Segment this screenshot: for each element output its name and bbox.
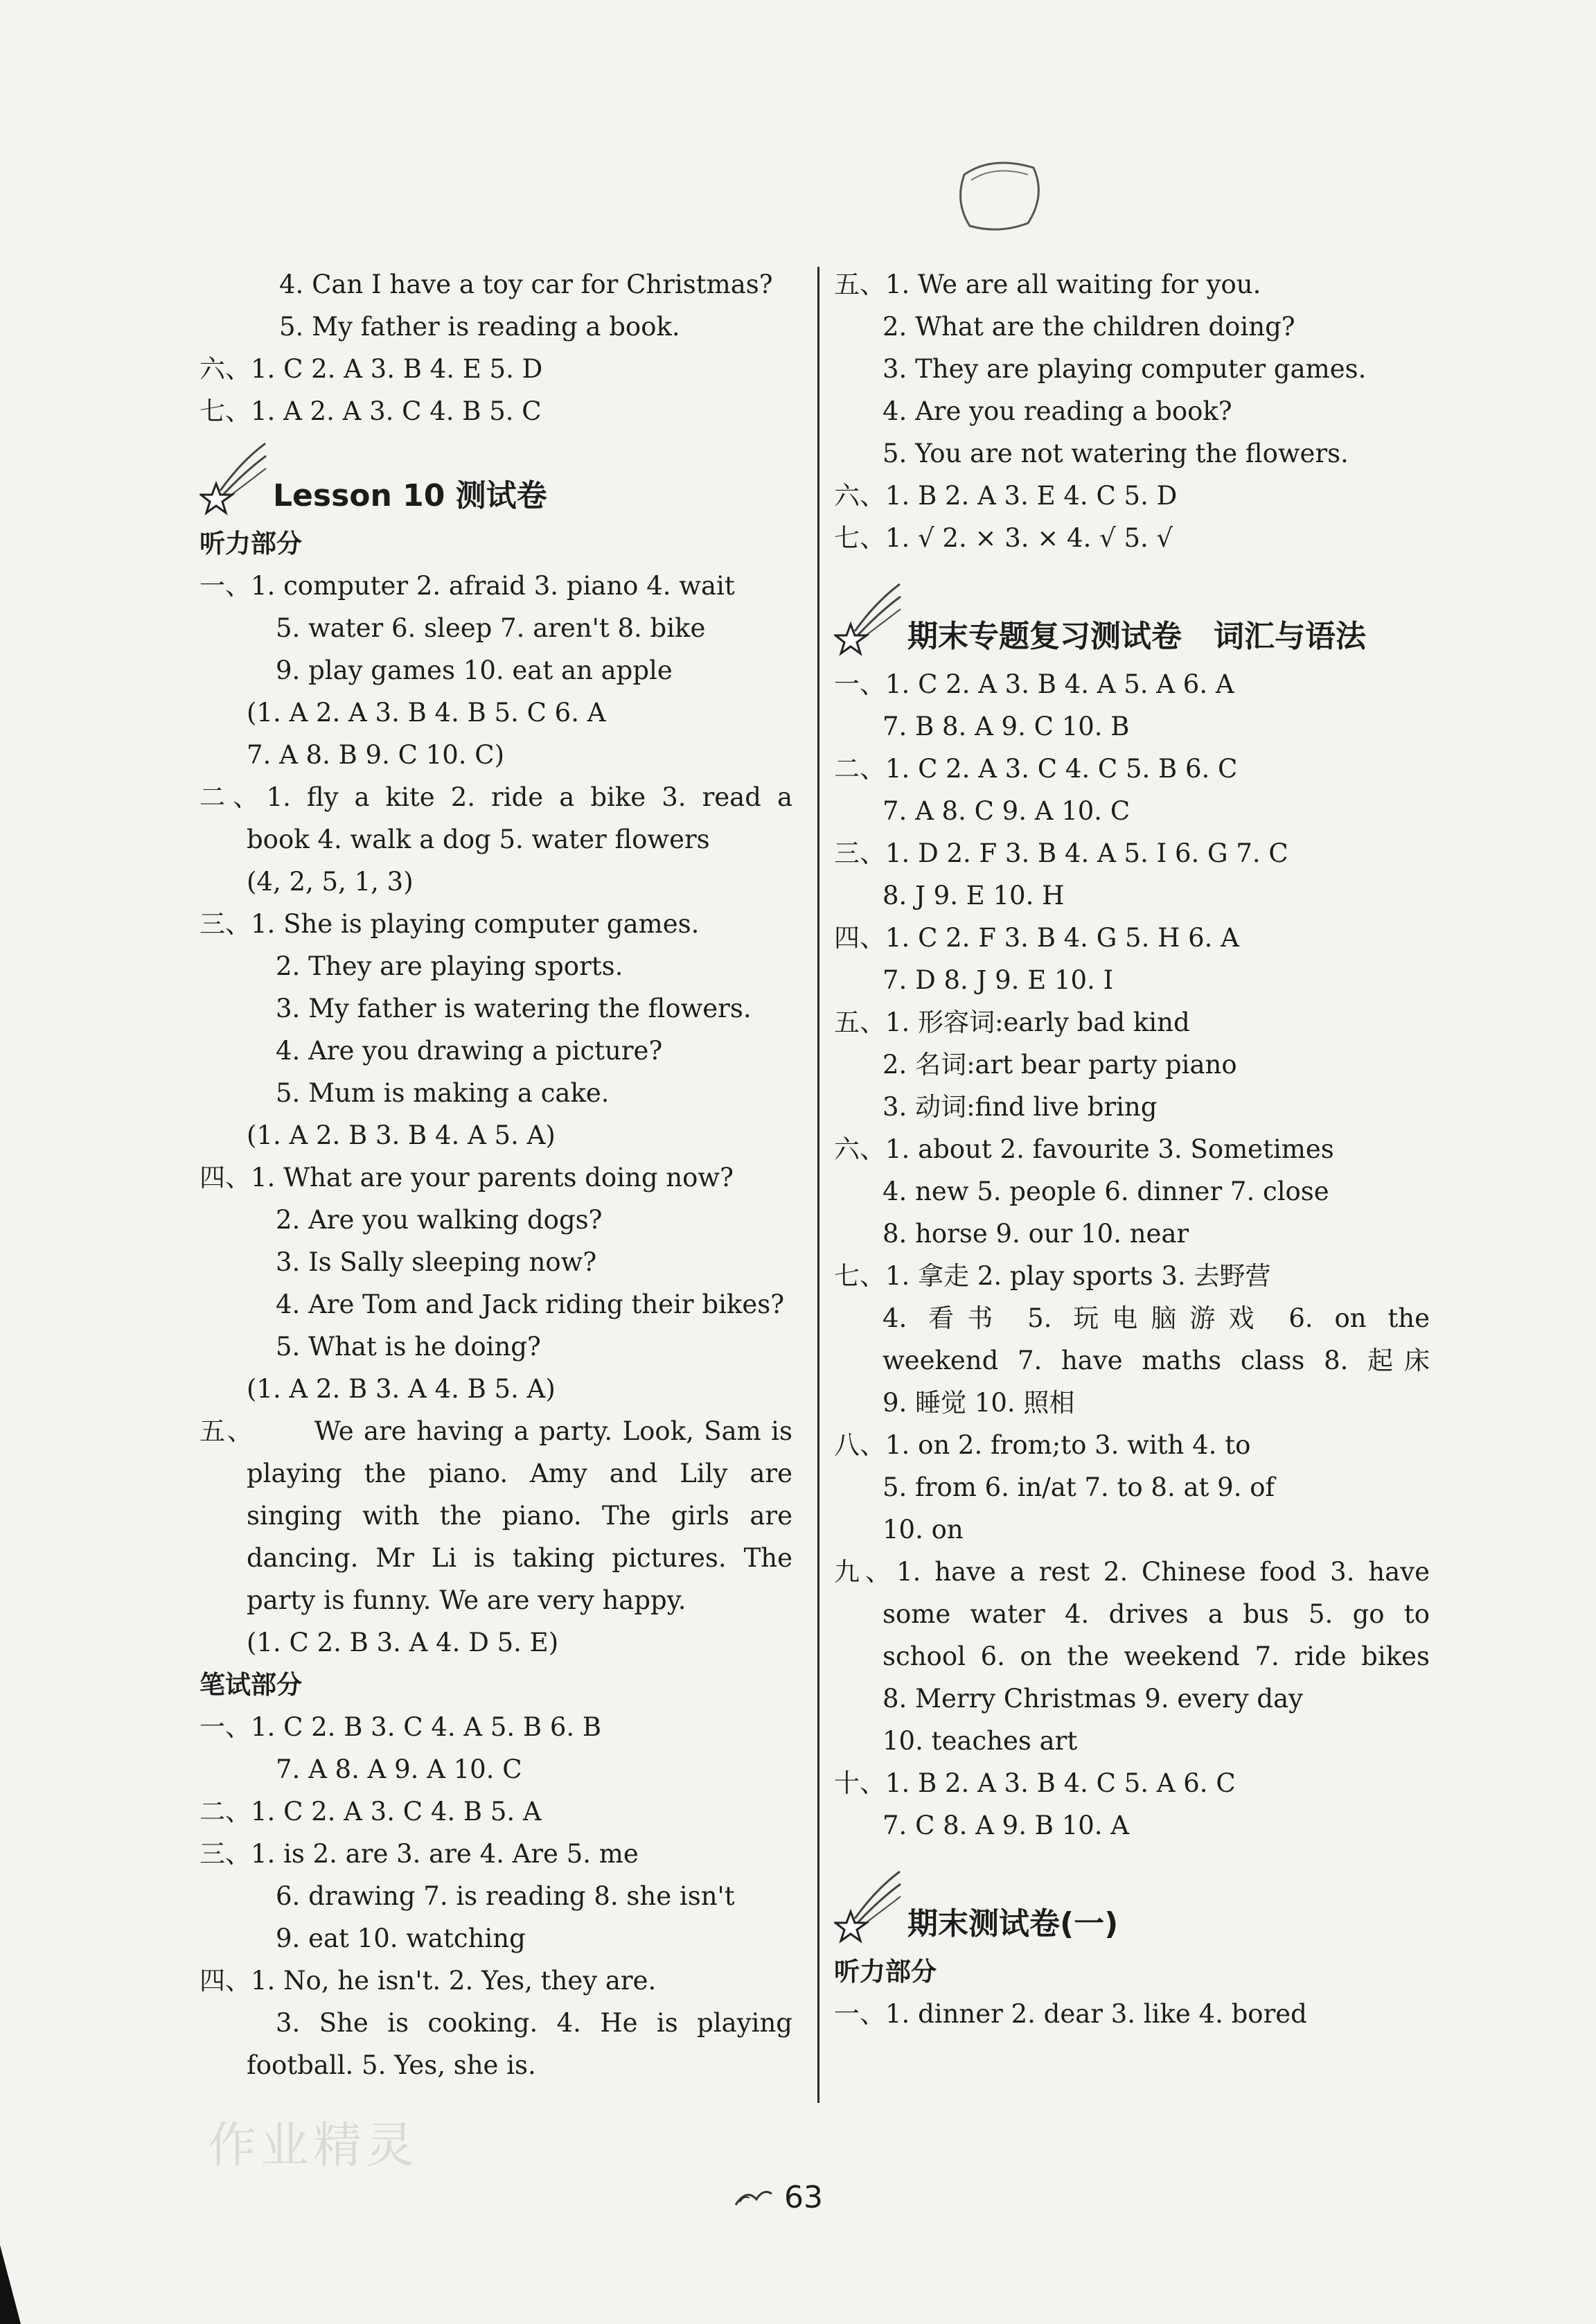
answer-line: 7. B 8. A 9. C 10. B <box>883 712 1130 741</box>
answer-line: 六、1. about 2. favourite 3. Sometimes <box>834 1134 1334 1164</box>
section-heading-review <box>834 559 1430 663</box>
answer-line: (1. C 2. B 3. A 4. D 5. E) <box>247 1628 559 1657</box>
answer-line: 3. They are playing computer games. <box>883 354 1367 384</box>
answer-line: 五、1. 形容词:early bad kind <box>834 1007 1190 1037</box>
answer-line: singing with the piano. The girls are <box>247 1501 792 1531</box>
answer-line: 三、1. D 2. F 3. B 4. A 5. I 6. G 7. C <box>834 838 1288 868</box>
answer-line: 3. 动词:find live bring <box>883 1092 1158 1122</box>
answer-line: 六、1. B 2. A 3. E 4. C 5. D <box>834 481 1178 511</box>
subsection-label: 听力部分 <box>834 1957 937 1987</box>
answer-line: (4, 2, 5, 1, 3) <box>247 867 414 897</box>
answer-line: 8. Merry Christmas 9. every day <box>883 1684 1304 1714</box>
answer-line: 4. new 5. people 6. dinner 7. close <box>883 1177 1329 1206</box>
subsection-label: 笔试部分 <box>200 1670 302 1700</box>
answer-line: 九、1. have a rest 2. Chinese food 3. have <box>834 1557 1430 1587</box>
answer-line: 7. A 8. A 9. A 10. C <box>276 1754 522 1784</box>
page-number <box>733 2180 823 2215</box>
answer-line: 4. 看书 5. 玩电脑游戏 6. on the <box>883 1303 1430 1333</box>
section-title: 期末测试卷(一) <box>907 1906 1119 1942</box>
answer-line: 8. J 9. E 10. H <box>883 881 1065 910</box>
answer-line: 七、1. √ 2. × 3. × 4. √ 5. √ <box>834 523 1173 553</box>
shooting-star-icon <box>834 1869 902 1945</box>
answer-line: 5. water 6. sleep 7. aren't 8. bike <box>276 613 706 643</box>
answer-line: (1. A 2. B 3. B 4. A 5. A) <box>247 1120 556 1150</box>
answer-line: 9. play games 10. eat an apple <box>276 655 673 685</box>
answer-line: 四、1. C 2. F 3. B 4. G 5. H 6. A <box>834 923 1239 953</box>
answer-line: 2. Are you walking dogs? <box>276 1205 603 1235</box>
column-divider <box>817 267 819 2103</box>
answer-line: 4. Are you drawing a picture? <box>276 1036 663 1066</box>
page-number-text: 63 <box>784 2180 823 2215</box>
leaf-ornament-icon <box>733 2184 774 2212</box>
answer-line: 二、1. C 2. A 3. C 4. C 5. B 6. C <box>834 754 1238 784</box>
right-column <box>834 263 1430 2035</box>
answer-line: 5. My father is reading a book. <box>279 312 680 342</box>
answer-line: 二、1. fly a kite 2. ride a bike 3. read a <box>200 782 792 812</box>
answer-line: some water 4. drives a bus 5. go to <box>883 1599 1430 1629</box>
answer-line: dancing. Mr Li is taking pictures. The <box>247 1543 792 1573</box>
answer-line: 7. D 8. J 9. E 10. I <box>883 965 1114 995</box>
answer-line: party is funny. We are very happy. <box>247 1585 686 1615</box>
answer-line: 4. Can I have a toy car for Christmas? <box>279 270 773 299</box>
publisher-stamp-logo <box>950 154 1047 236</box>
answer-line: 一、1. C 2. B 3. C 4. A 5. B 6. B <box>200 1712 602 1742</box>
answer-line: 三、1. is 2. are 3. are 4. Are 5. me <box>200 1839 639 1869</box>
answer-line: 八、1. on 2. from;to 3. with 4. to <box>834 1430 1251 1460</box>
answer-line: 2. They are playing sports. <box>276 951 623 981</box>
answer-line: football. 5. Yes, she is. <box>247 2050 536 2080</box>
answer-line: 3. My father is watering the flowers. <box>276 994 752 1023</box>
answer-line: 7. A 8. B 9. C 10. C) <box>247 740 505 770</box>
watermark: 作业精灵 <box>208 2117 418 2174</box>
answer-line: 五、 We are having a party. Look, Sam is <box>200 1416 792 1446</box>
shooting-star-icon <box>200 441 267 517</box>
answer-line: 七、1. A 2. A 3. C 4. B 5. C <box>200 396 542 426</box>
answer-line: 2. What are the children doing? <box>883 312 1295 342</box>
answer-line: 四、1. No, he isn't. 2. Yes, they are. <box>200 1966 657 1996</box>
answer-line: playing the piano. Amy and Lily are <box>247 1459 792 1488</box>
answer-line: 四、1. What are your parents doing now? <box>200 1163 734 1192</box>
answer-line: (1. A 2. B 3. A 4. B 5. A) <box>247 1374 556 1404</box>
answer-line: 5. You are not watering the flowers. <box>883 439 1349 468</box>
answer-line: 2. 名词:art bear party piano <box>883 1050 1237 1080</box>
answer-line: 一、1. C 2. A 3. B 4. A 5. A 6. A <box>834 669 1234 699</box>
answer-line: 8. horse 9. our 10. near <box>883 1219 1189 1249</box>
answer-line: 二、1. C 2. A 3. C 4. B 5. A <box>200 1797 542 1826</box>
section-heading-lesson10 <box>200 432 792 522</box>
answer-line: school 6. on the weekend 7. ride bikes <box>883 1641 1430 1671</box>
corner-mark <box>0 2245 28 2324</box>
answer-line: 9. eat 10. watching <box>276 1924 526 1953</box>
answer-line: 5. Mum is making a cake. <box>276 1078 610 1108</box>
answer-line: 5. from 6. in/at 7. to 8. at 9. of <box>883 1472 1275 1502</box>
answer-line: 3. Is Sally sleeping now? <box>276 1247 597 1277</box>
answer-line: 9. 睡觉 10. 照相 <box>883 1388 1075 1418</box>
subsection-label: 听力部分 <box>200 529 302 558</box>
answer-line: 七、1. 拿走 2. play sports 3. 去野营 <box>834 1261 1271 1291</box>
answer-line: 6. drawing 7. is reading 8. she isn't <box>276 1881 735 1911</box>
answer-line: 10. on <box>883 1515 964 1544</box>
answer-line: 7. A 8. C 9. A 10. C <box>883 796 1130 826</box>
answer-line: 4. Are you reading a book? <box>883 396 1232 426</box>
shooting-star-icon <box>834 581 902 658</box>
answer-line: 7. C 8. A 9. B 10. A <box>883 1811 1130 1840</box>
answer-line: 3. She is cooking. 4. He is playing <box>276 2008 792 2038</box>
answer-line: 5. What is he doing? <box>276 1332 541 1362</box>
answer-line: 4. Are Tom and Jack riding their bikes? <box>276 1289 785 1319</box>
answer-line: 十、1. B 2. A 3. B 4. C 5. A 6. C <box>834 1768 1236 1798</box>
answer-line: book 4. walk a dog 5. water flowers <box>247 825 710 854</box>
answer-line: 三、1. She is playing computer games. <box>200 909 700 939</box>
answer-line: 一、1. dinner 2. dear 3. like 4. bored <box>834 1999 1307 2029</box>
answer-line: (1. A 2. A 3. B 4. B 5. C 6. A <box>247 698 606 728</box>
answer-line: 一、1. computer 2. afraid 3. piano 4. wait <box>200 571 735 601</box>
section-title: 期末专题复习测试卷 词汇与语法 <box>907 619 1366 654</box>
answer-line: 10. teaches art <box>883 1726 1078 1756</box>
answer-line: 五、1. We are all waiting for you. <box>834 270 1261 299</box>
left-column <box>200 263 792 2086</box>
section-heading-final-test <box>834 1847 1430 1951</box>
answer-line: weekend 7. have maths class 8. 起床 <box>883 1346 1430 1375</box>
answer-line: 六、1. C 2. A 3. B 4. E 5. D <box>200 354 543 384</box>
section-title: Lesson 10 测试卷 <box>273 478 547 513</box>
